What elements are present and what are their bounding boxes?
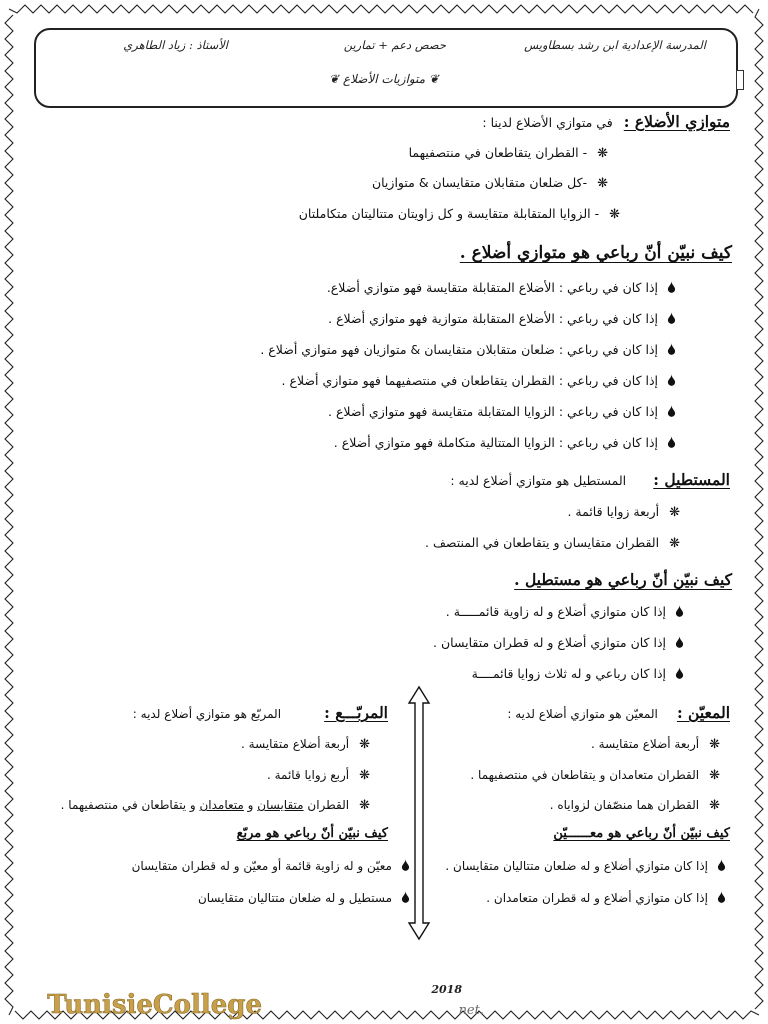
list-item xyxy=(241,736,370,753)
property-text: القطران متقايسان و يتقاطعان في المنتصف . xyxy=(425,535,660,550)
rhombus-title: المعيّن : xyxy=(676,703,730,722)
list-item xyxy=(446,604,684,620)
star-bullet-icon: ❋ xyxy=(669,505,680,520)
rhombus-intro: المعيّن هو متوازي أضلاع لديه : xyxy=(507,707,658,721)
list-item xyxy=(425,535,680,552)
drop-bullet-icon xyxy=(667,436,676,448)
property-text: القطران هما منصّفان لزواياه . xyxy=(549,798,700,812)
property-text: أربعة أضلاع متقايسة . xyxy=(591,737,700,751)
property-text: القطران xyxy=(303,798,350,812)
parallelogram-heading xyxy=(482,112,730,131)
ornament-icon: ❦ xyxy=(425,72,439,86)
drop-bullet-icon xyxy=(675,636,684,648)
teacher-name: الأستاذ : زياد الطاهري xyxy=(123,38,228,52)
header-title-text: متوازيات الأضلاع xyxy=(342,72,426,86)
criterion-text: إذا كان في رباعي : الزوايا المتتالية متكاملة فهو متوازي أضلاع . xyxy=(333,435,658,450)
drop-bullet-icon xyxy=(667,405,676,417)
criterion-text: إذا كان رباعي و له ثلاث زوايا قائمــــة xyxy=(471,666,666,681)
star-bullet-icon: ❋ xyxy=(359,768,370,783)
criterion-text: إذا كان متوازي أضلاع و له قطران متقايسان . xyxy=(433,635,666,650)
property-text: أربعة زوايا قائمة . xyxy=(567,504,660,519)
list-item xyxy=(334,435,676,451)
criterion-text: إذا كان متوازي أضلاع و له قطران متعامدان . xyxy=(486,891,708,905)
drop-bullet-icon xyxy=(667,312,676,324)
drop-bullet-icon xyxy=(401,891,410,903)
star-bullet-icon: ❋ xyxy=(597,146,608,161)
ornament-icon: ❦ xyxy=(329,72,343,86)
drop-bullet-icon xyxy=(667,374,676,386)
property-text: متعامدان xyxy=(199,798,244,812)
rectangle-title: المستطيل : xyxy=(653,470,730,489)
header-title xyxy=(0,72,768,86)
star-bullet-icon: ❋ xyxy=(359,798,370,813)
property-text: و xyxy=(243,798,258,812)
property-text: أربعة أضلاع متقايسة . xyxy=(241,737,350,751)
criterion-text: إذا كان في رباعي : الزوايا المتقابلة متقايسة فهو متوازي أضلاع . xyxy=(328,404,658,419)
square-heading xyxy=(133,703,388,722)
school-name: المدرسة الإعدادية ابن رشد بسطاويس xyxy=(524,38,706,52)
watermark-text: TunisieCollege xyxy=(47,990,262,1020)
list-item xyxy=(372,175,608,192)
subject-label: حصص دعم + تمارين xyxy=(343,38,446,52)
property-text: - القطران يتقاطعان في منتصفيهما xyxy=(408,145,588,160)
list-item xyxy=(486,890,726,906)
criterion-text: إذا كان متوازي أضلاع و له ضلعان متتاليان متقايسان . xyxy=(445,859,708,873)
property-text: متقايسان xyxy=(257,798,304,812)
star-bullet-icon: ❋ xyxy=(709,737,720,752)
site-watermark-logo xyxy=(47,983,522,1020)
watermark-year: 2018 xyxy=(431,983,462,996)
star-bullet-icon: ❋ xyxy=(709,768,720,783)
star-bullet-icon: ❋ xyxy=(609,207,620,222)
how-rectangle-title: كيف نبيّن أنّ رباعي هو مستطيل . xyxy=(514,570,732,589)
criterion-text: مستطيل و له ضلعان متتاليان متقايسان xyxy=(197,891,392,905)
drop-bullet-icon xyxy=(717,891,726,903)
how-square-title: كيف نبيّن أنّ رباعي هو مربّع xyxy=(236,826,388,841)
list-item xyxy=(260,342,676,358)
criterion-text: إذا كان في رباعي : ضلعان متقابلان متقايسان & متوازيان فهو متوازي أضلاع . xyxy=(260,342,658,357)
list-item xyxy=(472,666,684,682)
rhombus-heading xyxy=(507,703,730,722)
square-intro: المربّع هو متوازي أضلاع لديه : xyxy=(132,707,282,721)
criterion-text: إذا كان في رباعي : القطران يتقاطعان في منتصفيهما فهو متوازي أضلاع . xyxy=(281,373,658,388)
drop-bullet-icon xyxy=(401,859,410,871)
star-bullet-icon: ❋ xyxy=(669,536,680,551)
watermark-tld: .net xyxy=(458,1003,484,1018)
property-text: -كل ضلعان متقابلان متقايسان & متوازيان xyxy=(371,175,588,190)
how-parallelogram-title: كيف نبيّن أنّ رباعي هو متوازي أضلاع . xyxy=(459,243,732,263)
parallelogram-title: متوازي الأضلاع : xyxy=(623,112,730,131)
list-item xyxy=(328,311,676,327)
rectangle-intro: المستطيل هو متوازي أضلاع لديه : xyxy=(450,473,627,488)
property-text: و يتقاطعان في منتصفيهما . xyxy=(60,798,200,812)
list-item xyxy=(132,858,410,874)
star-bullet-icon: ❋ xyxy=(359,737,370,752)
property-text: أربع زوايا قائمة . xyxy=(266,768,350,782)
drop-bullet-icon xyxy=(667,281,676,293)
list-item xyxy=(327,280,676,296)
criterion-text: إذا كان متوازي أضلاع و له زاوية قائمـــــة . xyxy=(445,604,666,619)
star-bullet-icon: ❋ xyxy=(597,176,608,191)
star-bullet-icon: ❋ xyxy=(709,798,720,813)
list-item xyxy=(61,797,370,814)
list-item xyxy=(433,635,684,651)
list-item xyxy=(445,858,726,874)
list-item xyxy=(591,736,720,753)
property-text: - الزوايا المتقابلة متقايسة و كل زاويتان متتاليتان متكاملتان xyxy=(298,206,600,221)
list-item xyxy=(550,797,720,814)
criterion-text: معيّن و له زاوية قائمة أو معيّن و له قطران متقايسان xyxy=(131,859,392,873)
square-title: المربّـــع : xyxy=(324,703,388,722)
drop-bullet-icon xyxy=(667,343,676,355)
criterion-text: إذا كان في رباعي : الأضلاع المتقابلة متوازية فهو متوازي أضلاع . xyxy=(328,311,658,326)
list-item xyxy=(282,373,676,389)
drop-bullet-icon xyxy=(717,859,726,871)
list-item xyxy=(567,504,680,521)
parallelogram-intro: في متوازي الأضلاع لدينا : xyxy=(482,115,613,130)
rectangle-heading xyxy=(450,470,730,489)
list-item xyxy=(409,145,608,162)
double-arrow-icon xyxy=(407,685,431,941)
list-item xyxy=(198,890,410,906)
list-item xyxy=(470,767,720,784)
drop-bullet-icon xyxy=(675,667,684,679)
list-item xyxy=(267,767,370,784)
property-text: القطران متعامدان و يتقاطعان في منتصفيهما . xyxy=(470,768,700,782)
criterion-text: إذا كان في رباعي : الأضلاع المتقابلة متقايسة فهو متوازي أضلاع. xyxy=(326,280,658,295)
list-item xyxy=(299,206,620,223)
how-rhombus-title: كيف نبيّن أنّ رباعي هو معــــــيّن xyxy=(553,826,730,841)
list-item xyxy=(328,404,676,420)
drop-bullet-icon xyxy=(675,605,684,617)
